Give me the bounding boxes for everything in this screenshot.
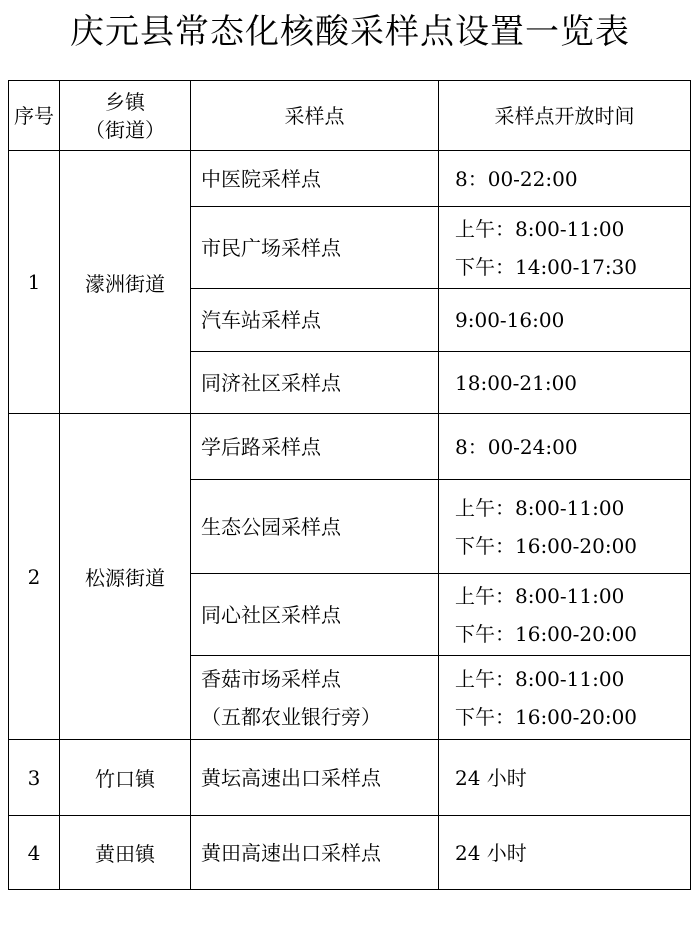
seq-cell: 4 xyxy=(9,816,60,890)
site-cell xyxy=(191,207,439,289)
hours-line: 24 小时 xyxy=(455,840,527,865)
site-name-line: 黄田高速出口采样点 xyxy=(201,840,381,865)
site-name-line: 学后路采样点 xyxy=(201,434,321,459)
hours-cell xyxy=(439,480,691,574)
hours-line: 24 小时 xyxy=(455,765,527,790)
hours-line: 下午：16:00-20:00 xyxy=(455,704,638,729)
header-site: 采样点 xyxy=(191,81,439,151)
hours-line: 下午：16:00-20:00 xyxy=(455,533,638,558)
hours-cell xyxy=(439,207,691,289)
hours-line: 上午：8:00-11:00 xyxy=(455,495,625,520)
hours-line: 下午：16:00-20:00 xyxy=(455,621,638,646)
site-cell xyxy=(191,656,439,740)
site-cell xyxy=(191,289,439,352)
site-cell xyxy=(191,151,439,207)
site-name-line: 香菇市场采样点 xyxy=(201,666,341,691)
hours-line: 8：00-22:00 xyxy=(455,166,578,191)
hours-cell xyxy=(439,656,691,740)
hours-line: 8：00-24:00 xyxy=(455,434,578,459)
site-cell xyxy=(191,480,439,574)
hours-line: 9:00-16:00 xyxy=(455,308,565,332)
header-hours: 采样点开放时间 xyxy=(439,81,691,151)
table-row xyxy=(9,414,691,480)
hours-cell xyxy=(439,352,691,414)
hours-line: 下午：14:00-17:30 xyxy=(455,254,638,279)
site-name-line: 同心社区采样点 xyxy=(201,602,341,627)
table-header-row xyxy=(9,81,691,151)
hours-cell xyxy=(439,151,691,207)
header-town-line2: （街道） xyxy=(85,117,165,142)
site-name-line: 生态公园采样点 xyxy=(201,514,341,539)
hours-cell xyxy=(439,289,691,352)
site-cell xyxy=(191,816,439,890)
seq-cell: 2 xyxy=(9,414,60,740)
table-body xyxy=(9,151,691,890)
header-seq: 序号 xyxy=(9,81,60,151)
site-cell xyxy=(191,352,439,414)
hours-cell xyxy=(439,574,691,656)
sampling-sites-table xyxy=(8,80,691,890)
site-cell xyxy=(191,574,439,656)
town-cell: 黄田镇 xyxy=(60,816,191,890)
site-cell xyxy=(191,740,439,816)
hours-cell xyxy=(439,414,691,480)
town-cell: 濛洲街道 xyxy=(60,151,191,414)
town-cell: 松源街道 xyxy=(60,414,191,740)
hours-cell xyxy=(439,740,691,816)
seq-cell: 1 xyxy=(9,151,60,414)
header-town xyxy=(60,81,191,151)
site-name-line: 黄坛高速出口采样点 xyxy=(201,765,381,790)
site-name-line: 汽车站采样点 xyxy=(201,308,321,332)
hours-line: 上午：8:00-11:00 xyxy=(455,583,625,608)
hours-line: 上午：8:00-11:00 xyxy=(455,666,625,691)
site-name-line: 中医院采样点 xyxy=(201,166,321,191)
hours-line: 18:00-21:00 xyxy=(455,370,578,395)
table-row xyxy=(9,151,691,207)
site-cell xyxy=(191,414,439,480)
site-name-line: 市民广场采样点 xyxy=(201,235,341,260)
page-title: 庆元县常态化核酸采样点设置一览表 xyxy=(70,12,630,52)
hours-cell xyxy=(439,816,691,890)
site-name-line: （五都农业银行旁） xyxy=(201,704,381,729)
table-row xyxy=(9,740,691,816)
table-row xyxy=(9,816,691,890)
town-cell: 竹口镇 xyxy=(60,740,191,816)
header-town-line1: 乡镇 xyxy=(105,89,145,114)
site-name-line: 同济社区采样点 xyxy=(201,370,341,395)
hours-line: 上午：8:00-11:00 xyxy=(455,216,625,241)
seq-cell: 3 xyxy=(9,740,60,816)
